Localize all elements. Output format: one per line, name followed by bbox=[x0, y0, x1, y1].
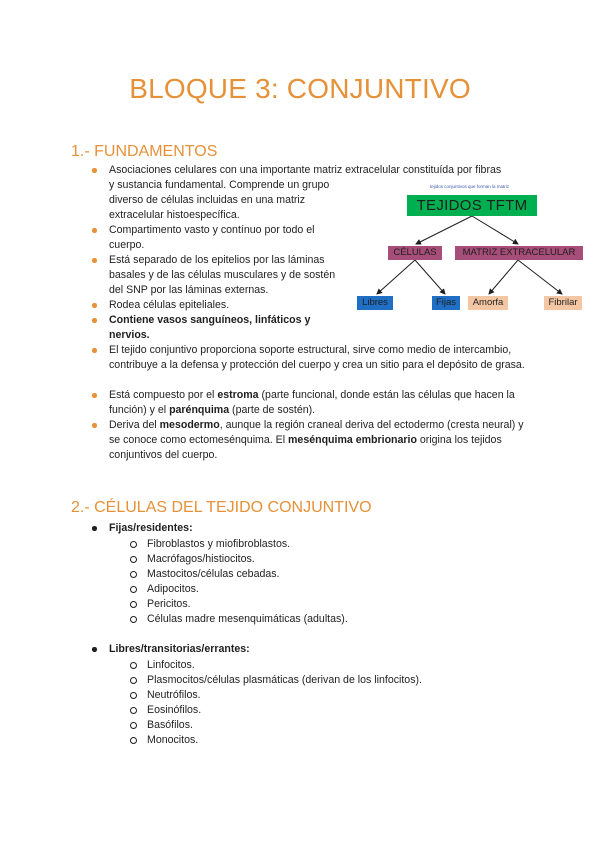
bullet-6-text: El tejido conjuntivo proporciona soporte estructural, sirve como medio de intercambio, contribuye a la defensa y protección del cuerpo y crea un sitio para el depósito de grasa. bbox=[109, 344, 525, 371]
list-item-free bbox=[90, 642, 550, 748]
bullet-3-text: Está separado de los epitelios por las láminas basales y de las células musculares y de sostén del SNP por las láminas externas. bbox=[109, 254, 336, 296]
node-cells: CÉLULAS bbox=[388, 246, 442, 260]
list-item: Mastocitos/células cebadas. bbox=[128, 567, 550, 582]
list-item: Basófilos. bbox=[128, 718, 550, 733]
tissue-diagram bbox=[350, 184, 590, 316]
bullet-8-text: , aunque la región craneal deriva del ectodermo (cresta neural) y se conoce como ectomesénquima. El bbox=[109, 419, 524, 446]
bullet-dot bbox=[92, 423, 97, 428]
bullet-7 bbox=[109, 388, 539, 418]
node-root: TEJIDOS TFTM bbox=[407, 195, 537, 216]
arrow-cells-free bbox=[377, 260, 415, 294]
term-mesenquima: mesénquima embrionario bbox=[288, 434, 417, 446]
fixed-sublist bbox=[109, 537, 550, 627]
list-item: Macrófagos/histiocitos. bbox=[128, 552, 550, 567]
node-matrix: MATRIZ EXTRACELULAR bbox=[455, 246, 583, 260]
bullet-1-text: y sustancia fundamental. Comprende un grupo diverso de células incluidas en una matriz extracelular histoespecífica. bbox=[109, 179, 330, 221]
arrow-cells-fixed bbox=[415, 260, 445, 294]
bullet-7-text: Está compuesto por el bbox=[109, 389, 218, 401]
term-parenquima: parénquima bbox=[169, 404, 230, 416]
node-free: Libres bbox=[357, 296, 393, 310]
fixed-label: Fijas/residentes: bbox=[109, 522, 193, 534]
bullet-dot bbox=[92, 348, 97, 353]
free-sublist bbox=[109, 658, 550, 748]
list-item: Adipocitos. bbox=[128, 582, 550, 597]
section-heading-fundamentos: 1.- FUNDAMENTOS bbox=[71, 143, 218, 160]
list-item: Fibroblastos y miofibroblastos. bbox=[128, 537, 550, 552]
bullet-8-text: origina los tejidos conjuntivos del cuerpo. bbox=[109, 434, 502, 461]
arrow-matrix-amorphous bbox=[489, 260, 518, 294]
bullet-2-text: Compartimento vasto y contínuo por todo el cuerpo. bbox=[109, 224, 315, 251]
bullet-5 bbox=[109, 313, 334, 343]
page-title: BLOQUE 3: CONJUNTIVO bbox=[129, 73, 471, 104]
list-item: Plasmocitos/células plasmáticas (derivan de los linfocitos). bbox=[128, 673, 550, 688]
bullet-dot bbox=[92, 228, 97, 233]
bullet-4-text: Rodea células epiteliales. bbox=[109, 299, 230, 311]
bullet-dot bbox=[92, 318, 97, 323]
bullet-3 bbox=[109, 253, 349, 298]
bullet-5-text: Contiene vasos sanguíneos, linfáticos y nervios. bbox=[109, 314, 311, 341]
bullet-8-text: Deriva del bbox=[109, 419, 160, 431]
list-item: Pericitos. bbox=[128, 597, 550, 612]
section-heading-celulas: 2.- CÉLULAS DEL TEJIDO CONJUNTIVO bbox=[71, 499, 372, 516]
arrow-root-cells bbox=[416, 216, 472, 244]
term-estroma: estroma bbox=[217, 389, 259, 401]
cell-types-list bbox=[90, 521, 550, 748]
bullet-8 bbox=[109, 418, 534, 463]
free-label: Libres/transitorias/errantes: bbox=[109, 643, 250, 655]
arrow-matrix-fibrillar bbox=[518, 260, 562, 294]
arrow-root-matrix bbox=[472, 216, 518, 244]
bullet-4 bbox=[109, 298, 349, 313]
node-fibrillar: Fibrilar bbox=[544, 296, 582, 310]
list-item-fixed bbox=[90, 521, 550, 627]
bullet-dot bbox=[92, 258, 97, 263]
list-item: Neutrófilos. bbox=[128, 688, 550, 703]
bullet-2 bbox=[109, 223, 334, 253]
list-item: Eosinófilos. bbox=[128, 703, 550, 718]
bullet-dot bbox=[92, 168, 97, 173]
list-item: Monocitos. bbox=[128, 733, 550, 748]
node-amorphous: Amorfa bbox=[468, 296, 508, 310]
bullet-dot bbox=[92, 303, 97, 308]
bullet-dot bbox=[92, 393, 97, 398]
term-mesodermo: mesodermo bbox=[159, 419, 220, 431]
bullet-7-text: (parte de sostén). bbox=[229, 404, 316, 416]
bullet-6 bbox=[109, 343, 539, 373]
diagram-caption: tejidos conjuntivos que forman la matriz bbox=[430, 184, 510, 189]
bullet-1: Asociaciones celulares con una importante matriz extracelular constituída por fibras y sustancia fundamental. Comprende un grupo diverso de células incluidas en una matriz extracelular histoespecífica. bbox=[109, 164, 502, 221]
list-item: Linfocitos. bbox=[128, 658, 550, 673]
bullet-7-text: (parte funcional, donde están las células que hacen la función) y el bbox=[109, 389, 515, 416]
node-fixed: Fijas bbox=[432, 296, 460, 310]
list-item: Células madre mesenquimáticas (adultas). bbox=[128, 612, 550, 627]
